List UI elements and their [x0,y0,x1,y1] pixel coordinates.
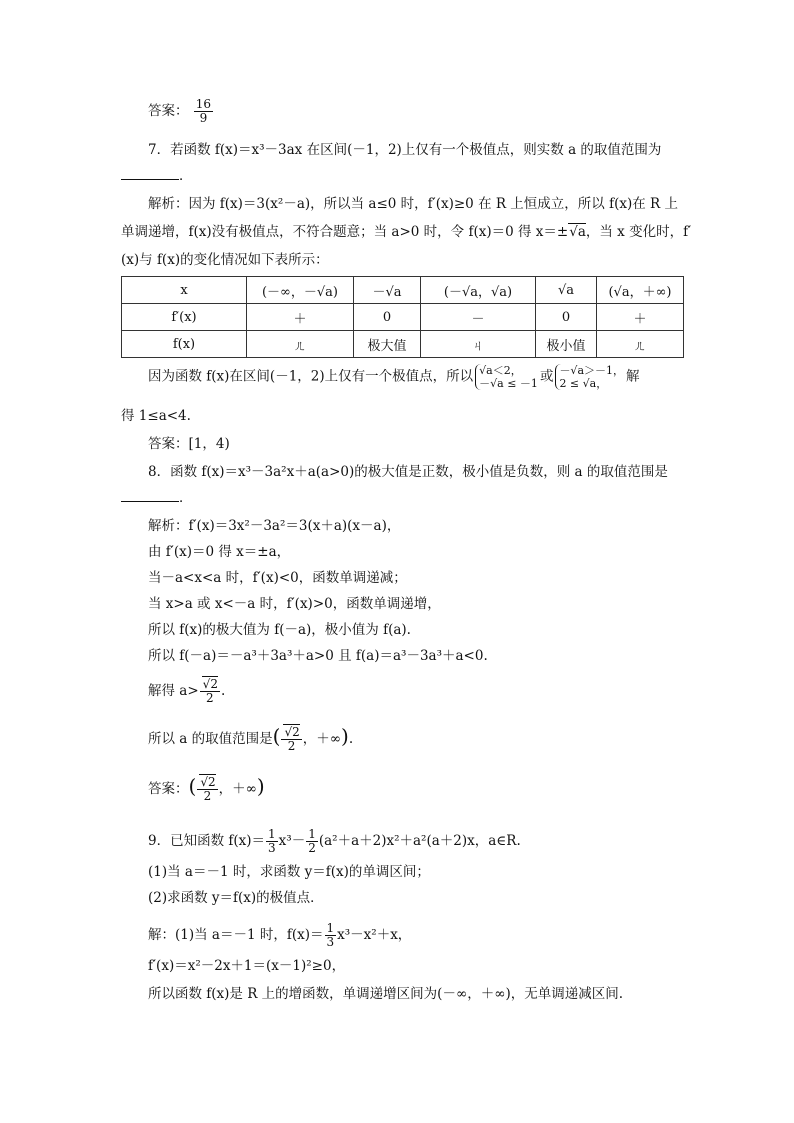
table-cell: ＋ [597,304,684,331]
q8-stem: 8．函数 f(x)＝x³－3a²x＋a(a>0)的极大值是正数，极小值是负数，则 a 的取值范围是 [148,464,668,480]
fraction [200,678,220,705]
table-cell: (√a，＋∞) [597,277,684,304]
numerator [281,726,301,740]
q8-blank [121,488,193,508]
denominator: 2 [203,789,212,803]
table-row [122,331,684,358]
text: 解 [626,368,640,385]
q9-solution [148,922,411,949]
denominator: 3 [326,935,335,949]
fraction [266,828,278,855]
table-row [122,304,684,331]
table-cell: (－√a，√a) [421,277,536,304]
q8-line: 解析：f′(x)＝3x²－3a²＝3(x＋a)(x－a)， [148,518,401,534]
table-cell: 极小值 [536,331,597,358]
table-cell: － [421,304,536,331]
q7-solution-line2 [121,222,691,242]
variation-table [121,276,684,358]
text: ，＋∞ [218,781,257,797]
sqrt-expr: √ 2 [199,774,215,789]
table-cell: ㄦ [597,331,684,358]
q7-solution-line3: (x)与 f(x)的变化情况如下表所示： [121,252,329,268]
table-cell: f(x) [122,331,247,358]
q8-line: 当 x>a 或 x<－a 时，f′(x)>0，函数单调递增， [148,596,441,612]
numerator: 1 [308,827,316,841]
q9-derivative: f′(x)＝x²－2x＋1＝(x－1)²≥0， [148,958,346,974]
fraction [325,922,337,949]
q8-line: 所以 f(x)的极大值为 f(－a)，极小值为 f(a). [148,622,411,638]
table-row [122,277,684,304]
answer-label: 答案： [148,781,189,797]
q8-range: 所以 a 的取值范围是( √ $\frac{2}{2}$ ，＋∞). [148,726,353,753]
denominator: 9 [199,111,208,125]
system-line: －√a＞－1， [559,364,625,377]
text: 因为函数 f(x)在区间(－1，2)上仅有一个极值点，所以 [148,368,474,385]
text: (a²＋a＋2)x²＋a²(a＋2)x，a∈R. [318,833,521,849]
period: ． [179,168,193,184]
q8-answer: 答案：( √ $\frac{2}{2}$ ，＋∞) [148,776,265,803]
fraction [194,98,213,125]
text: 解得 a> [148,683,199,699]
table-cell: 0 [536,304,597,331]
denominator: 2 [287,739,296,753]
numerator: 16 [195,97,212,111]
period: ． [179,490,193,506]
sqrt-expr: √ 2 [202,676,218,691]
text: 或 [539,368,554,385]
system-line: √a＜2， [479,364,522,377]
q7-conclusion: 得 1≤a<4. [121,408,191,424]
table-cell: ㄦ [247,331,354,358]
table-cell: x [122,277,247,304]
q9-stem [148,828,521,855]
q9-part2: (2)求函数 y＝f(x)的极值点． [148,890,324,906]
text: 9．已知函数 f(x)＝ [148,833,266,849]
q6-answer [148,98,214,125]
text: ，当 x 变化时，f′ [585,224,692,240]
numerator [200,678,220,692]
q8-line: 所以 f(－a)＝－a³＋3a³＋a>0 且 f(a)＝a³－3a³＋a<0. [148,648,488,664]
sqrt-expr: √ 2 [283,724,299,739]
system-line: －√a ≤ －1 [479,377,538,390]
q7-blank [121,166,193,186]
table-cell: 极大值 [354,331,421,358]
q7-solution-line1: 解析：因为 f(x)＝3(x²－a)，所以当 a≤0 时，f′(x)≥0 在 R 上恒成立，所以 f(x)在 R 上 [148,196,678,212]
table-cell: ＋ [247,304,354,331]
q8-line: 由 f′(x)＝0 得 x＝±a， [148,544,291,560]
fraction [281,726,301,753]
q7-condition [148,364,640,390]
text: 所以 a 的取值范围是 [148,731,273,747]
q8-solve: 解得 a> √ $\frac{2}{2}$ . [148,678,225,705]
numerator: 1 [268,827,276,841]
text: 单调递增，f(x)没有极值点，不符合题意；当 a>0 时，令 f(x)＝0 得 x＝± [121,224,569,240]
system-2 [555,364,624,390]
table-cell: (－∞，－√a) [247,277,354,304]
table-cell: －√a [354,277,421,304]
answer-blank [121,489,179,502]
denominator: 2 [205,691,214,705]
text: 解：(1)当 a＝－1 时，f(x)＝ [148,927,324,943]
numerator: 1 [326,921,335,935]
q9-part1: (1)当 a＝－1 时，求函数 y＝f(x)的单调区间； [148,864,430,880]
denominator: 2 [308,841,316,855]
q7-stem: 7．若函数 f(x)＝x³－3ax 在区间(－1，2)上仅有一个极值点，则实数 a 的取值范围为 [148,142,662,158]
system-line: 2 ≤ √a， [559,377,608,390]
q8-line: 当－a<x<a 时，f′(x)<0，函数单调递减； [148,570,407,586]
q7-answer: 答案：[1，4) [148,436,230,452]
sqrt-expr: √ a [568,223,586,240]
fraction [306,828,318,855]
table-cell: √a [536,277,597,304]
numerator [197,776,217,790]
text: ，＋∞ [302,731,341,747]
table-cell: 0 [354,304,421,331]
text: x³－x²＋x， [337,927,412,943]
answer-label: 答案： [148,103,189,119]
table-cell: ㄐ [421,331,536,358]
denominator: 3 [268,841,276,855]
system-1 [475,364,538,390]
fraction [197,776,217,803]
text: x³－ [278,833,306,849]
q9-conclusion: 所以函数 f(x)是 R 上的增函数，单调递增区间为(－∞，＋∞)，无单调递减区间. [148,986,623,1002]
table-cell: f′(x) [122,304,247,331]
answer-blank [121,167,179,180]
